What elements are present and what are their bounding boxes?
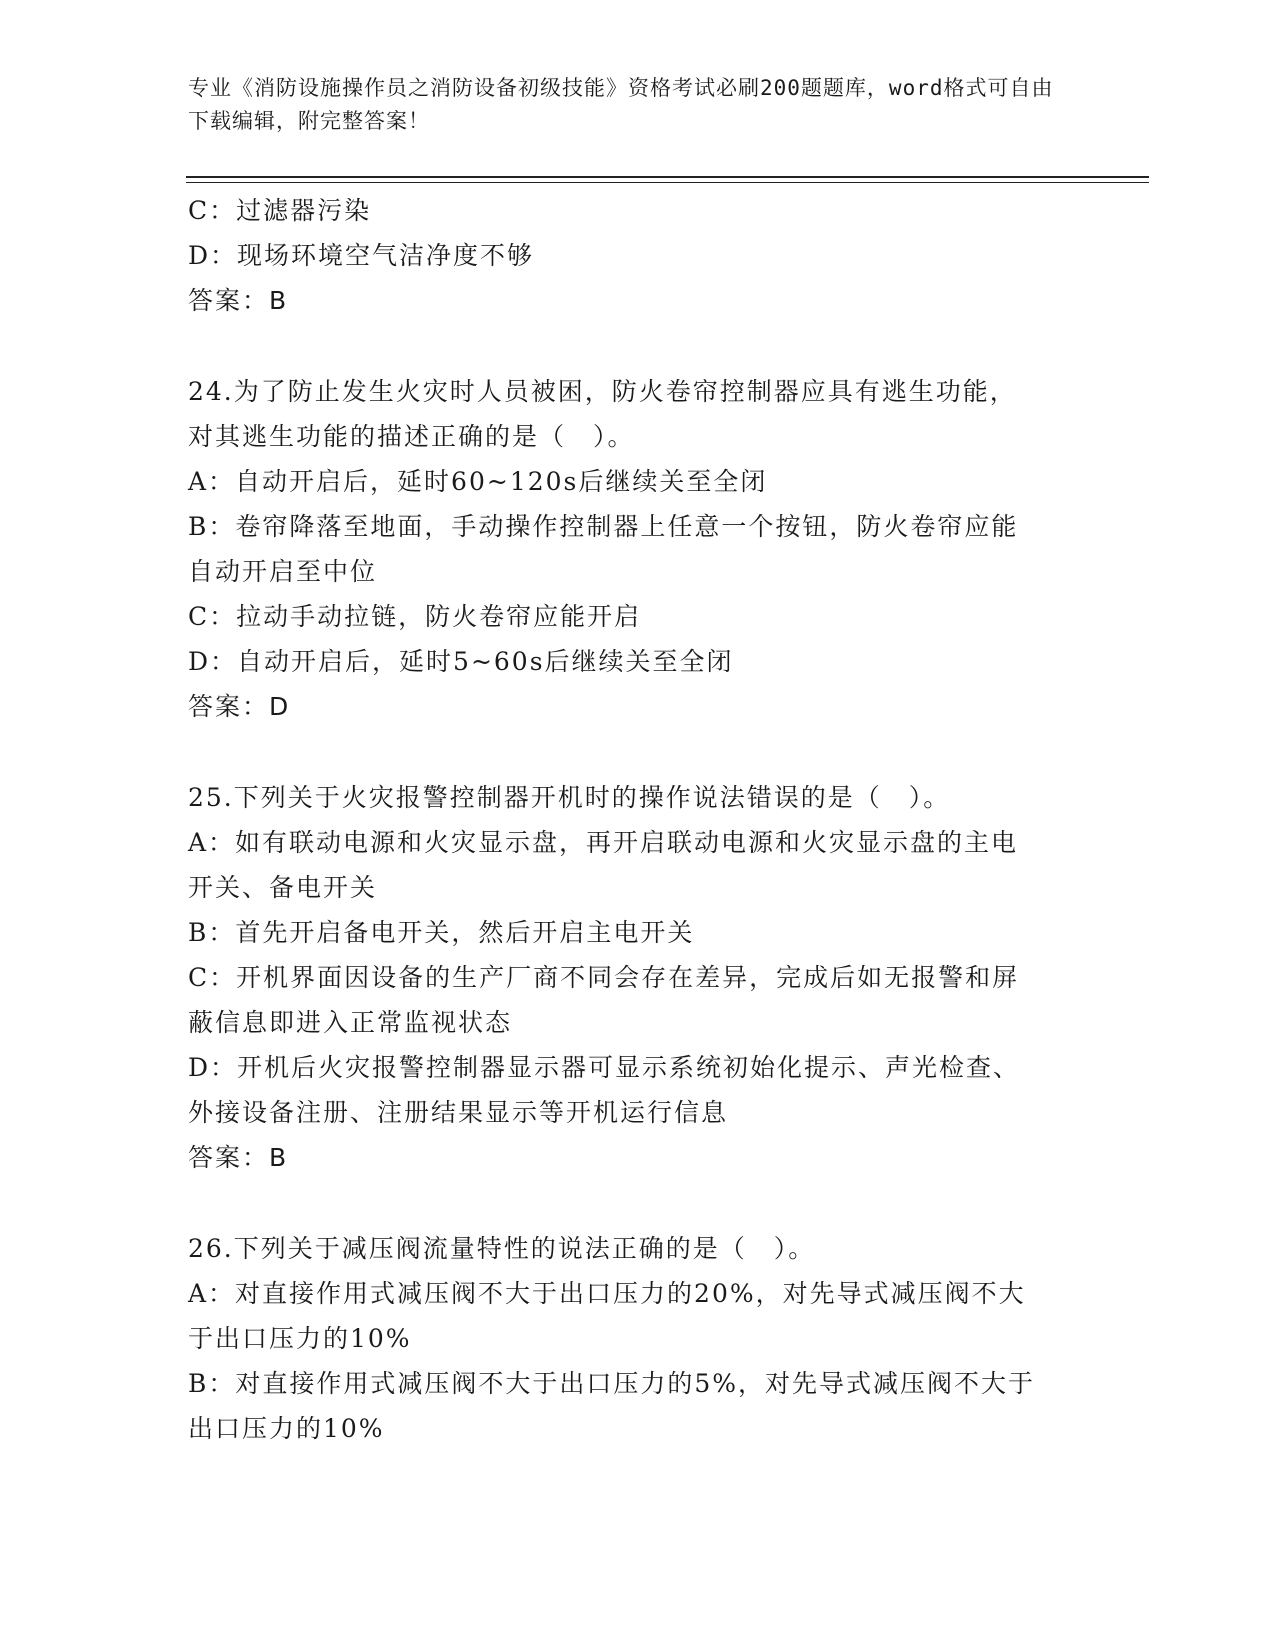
option-c: C：开机界面因设备的生产厂商不同会存在差异，完成后如无报警和屏 <box>188 963 1020 992</box>
question-block-26 <box>188 1226 1088 1451</box>
option-d: D：现场环境空气洁净度不够 <box>188 241 535 270</box>
option-a: 开关、备电开关 <box>188 873 378 902</box>
option-c: C：拉动手动拉链，防火卷帘应能开启 <box>188 602 642 631</box>
question-stem: 26.下列关于减压阀流量特性的说法正确的是（ ）。 <box>188 1234 816 1263</box>
option-a: A：如有联动电源和火灾显示盘，再开启联动电源和火灾显示盘的主电 <box>188 828 1019 857</box>
answer-line: 答案：B <box>188 286 289 315</box>
page-header-title: 专业《消防设施操作员之消防设备初级技能》资格考试必刷200题题库，word格式可自由下载编辑，附完整答案！ <box>188 76 1054 133</box>
option-b: B：卷帘降落至地面，手动操作控制器上任意一个按钮，防火卷帘应能 <box>188 512 1019 541</box>
option-b: 出口压力的10% <box>188 1414 385 1443</box>
option-b: 自动开启至中位 <box>188 557 378 586</box>
option-b: B：对直接作用式减压阀不大于出口压力的5%，对先导式减压阀不大于 <box>188 1369 1036 1398</box>
option-d: D：自动开启后，延时5~60s后继续关至全闭 <box>188 647 734 676</box>
option-c: 蔽信息即进入正常监视状态 <box>188 1008 513 1037</box>
option-c: C：过滤器污染 <box>188 196 372 225</box>
option-a: 于出口压力的10% <box>188 1324 412 1353</box>
question-stem: 24.为了防止发生火灾时人员被困，防火卷帘控制器应具有逃生功能， <box>188 377 1017 406</box>
option-d: 外接设备注册、注册结果显示等开机运行信息 <box>188 1098 729 1127</box>
answer-line: 答案：D <box>188 692 291 721</box>
question-stem: 对其逃生功能的描述正确的是（ ）。 <box>188 422 635 451</box>
question-block-24 <box>188 369 1088 729</box>
option-d: D：开机后火灾报警控制器显示器可显示系统初始化提示、声光检查、 <box>188 1053 1021 1082</box>
question-stem: 25.下列关于火灾报警控制器开机时的操作说法错误的是（ ）。 <box>188 783 951 812</box>
question-content <box>188 188 1088 1451</box>
option-b: B：首先开启备电开关，然后开启主电开关 <box>188 918 695 947</box>
question-block-23 <box>188 188 1088 323</box>
header-divider-thin <box>186 182 1149 183</box>
header-divider-thick <box>186 176 1149 178</box>
option-a: A：对直接作用式减压阀不大于出口压力的20%，对先导式减压阀不大 <box>188 1279 1026 1308</box>
answer-line: 答案：B <box>188 1143 289 1172</box>
option-a: A：自动开启后，延时60~120s后继续关至全闭 <box>188 467 768 496</box>
question-block-25 <box>188 775 1088 1180</box>
